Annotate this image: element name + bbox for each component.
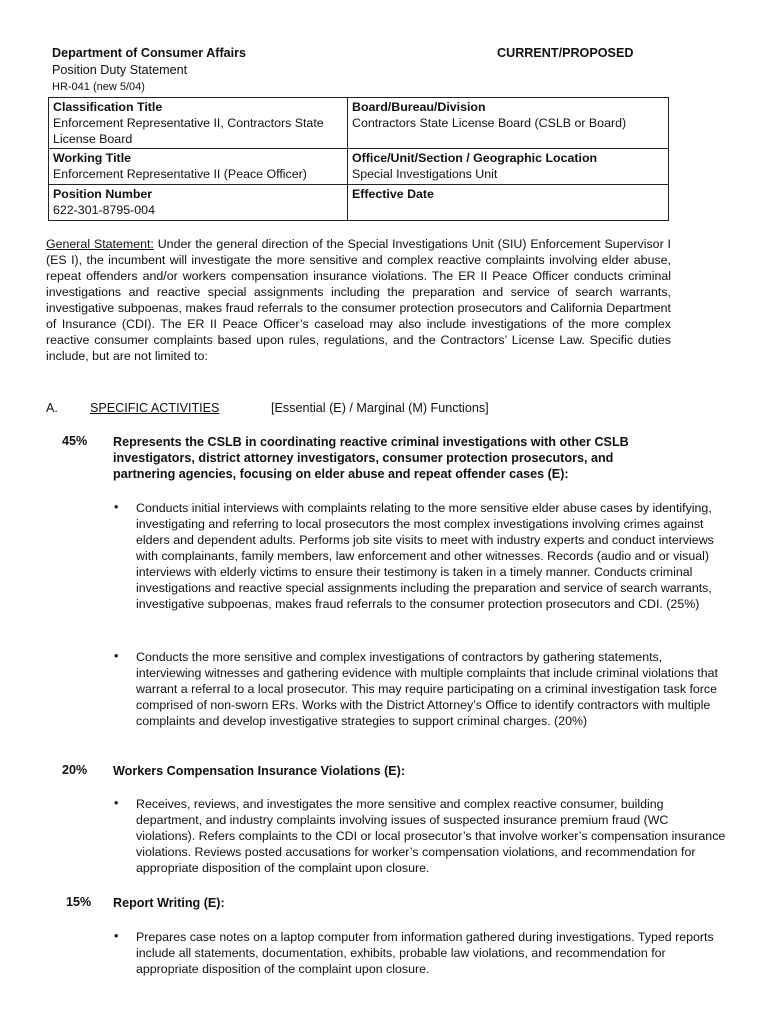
general-statement-label: General Statement: xyxy=(46,237,154,251)
position-number-value: 622-301-8795-004 xyxy=(53,203,155,217)
office-label: Office/Unit/Section / Geographic Location xyxy=(352,151,598,165)
board-cell xyxy=(348,98,669,149)
bullet-glyph: • xyxy=(114,649,119,663)
activity-title: Represents the CSLB in coordinating reactive criminal investigations with other CSLB investigators, district attorney investigators, consumer protection prosecutors, and partnering agencies, focusing on elder abuse and repeat offender cases (E): xyxy=(113,435,629,481)
activity-percent: 20% xyxy=(62,763,88,777)
activity-title: Workers Compensation Insurance Violations (E): xyxy=(113,764,406,778)
classification-title-cell xyxy=(49,98,348,149)
activity-bullet-text: Receives, reviews, and investigates the more sensitive and complex reactive consumer, building department, and industry complaints involving issues of suspected insurance premium fraud (WC violations). Refers complaints to the CDI or local prosecutor’s that involve worker’s compensation insurance violations. Reviews posted accusations for worker’s compensation violations, and recommendation for appropriate disposition of the complaint upon closure. xyxy=(136,797,726,875)
position-number-label: Position Number xyxy=(53,187,153,201)
activity-percent: 15% xyxy=(66,895,92,909)
activity-bullet-text: Conducts initial interviews with complaints relating to the more sensitive elder abuse cases by identifying, investigating and referring to local prosecutors the most complex investigations involving crimes against elders and dependent adults. Performs job site visits to meet with industry experts and conduct interviews with complainants, family members, law enforcement and other witnesses. Records (audio and or visual) interviews with elderly victims to ensure their testimony is taken in a timely manner. Conducts criminal investigations and reactive special assignments including the preparation and service of search warrants, investigative subpoenas, makes fraud referrals to the consumer protection prosecutors and CDI. (25%) xyxy=(136,501,714,611)
bullet-glyph: • xyxy=(114,929,119,943)
form-number: HR-041 (new 5/04) xyxy=(52,81,145,93)
effective-date-label: Effective Date xyxy=(352,187,434,201)
classification-title-label: Classification Title xyxy=(53,100,163,114)
working-title-cell xyxy=(49,149,348,185)
office-cell xyxy=(348,149,669,185)
position-info-table xyxy=(48,97,669,221)
board-value: Contractors State License Board (CSLB or Board) xyxy=(352,116,627,130)
activity-bullet-text: Prepares case notes on a laptop computer from information gathered during investigations. Typed reports include all statements, documentation, exhibits, probable law violations, and recommendation for appropriate disposition of the complaint upon closure. xyxy=(136,930,714,976)
section-note: [Essential (E) / Marginal (M) Functions] xyxy=(271,401,489,415)
document-title: Position Duty Statement xyxy=(52,63,188,77)
department-name: Department of Consumer Affairs xyxy=(52,46,247,60)
board-label: Board/Bureau/Division xyxy=(352,100,486,114)
activity-percent: 45% xyxy=(62,434,88,448)
general-statement xyxy=(46,236,671,364)
bullet-glyph: • xyxy=(114,500,119,514)
section-letter: A. xyxy=(46,401,58,415)
document-status: CURRENT/PROPOSED xyxy=(497,46,634,60)
working-title-value: Enforcement Representative II (Peace Officer) xyxy=(53,167,307,181)
working-title-label: Working Title xyxy=(53,151,132,165)
activity-title: Report Writing (E): xyxy=(113,896,225,910)
activity-bullet-text: Conducts the more sensitive and complex investigations of contractors by gathering statements, interviewing witnesses and gathering evidence with multiple complaints that include criminal violations that warrant a referral to a local prosecutor. This may require participating on a criminal investigation task force comprised of non-sworn ERs. Works with the District Attorney’s Office to identify contractors with multiple complaints and develop investigative strategies to support criminal charges. (20%) xyxy=(136,650,718,728)
position-number-cell xyxy=(49,185,348,221)
bullet-glyph: • xyxy=(114,796,119,810)
classification-title-value: Enforcement Representative II, Contractors State License Board xyxy=(53,116,324,146)
effective-date-cell xyxy=(348,185,669,221)
office-value: Special Investigations Unit xyxy=(352,167,498,181)
section-title: SPECIFIC ACTIVITIES xyxy=(90,401,220,415)
general-statement-text: Under the general direction of the Special Investigations Unit (SIU) Enforcement Supervisor I (ES I), the incumbent will investigate the more sensitive and complex reactive complaints involving elder abuse, repeat offenders and/or workers compensation insurance violations. The ER II Peace Officer conducts criminal investigations and reactive special assignments including the preparation and service of search warrants, investigative subpoenas, makes fraud referrals to the consumer protection prosecutors and California Department of Insurance (CDI). The ER II Peace Officer’s caseload may also include investigations of the more complex reactive consumer complaints based upon rules, regulations, and the Contractors’ License Law. Specific duties include, but are not limited to: xyxy=(46,237,671,363)
